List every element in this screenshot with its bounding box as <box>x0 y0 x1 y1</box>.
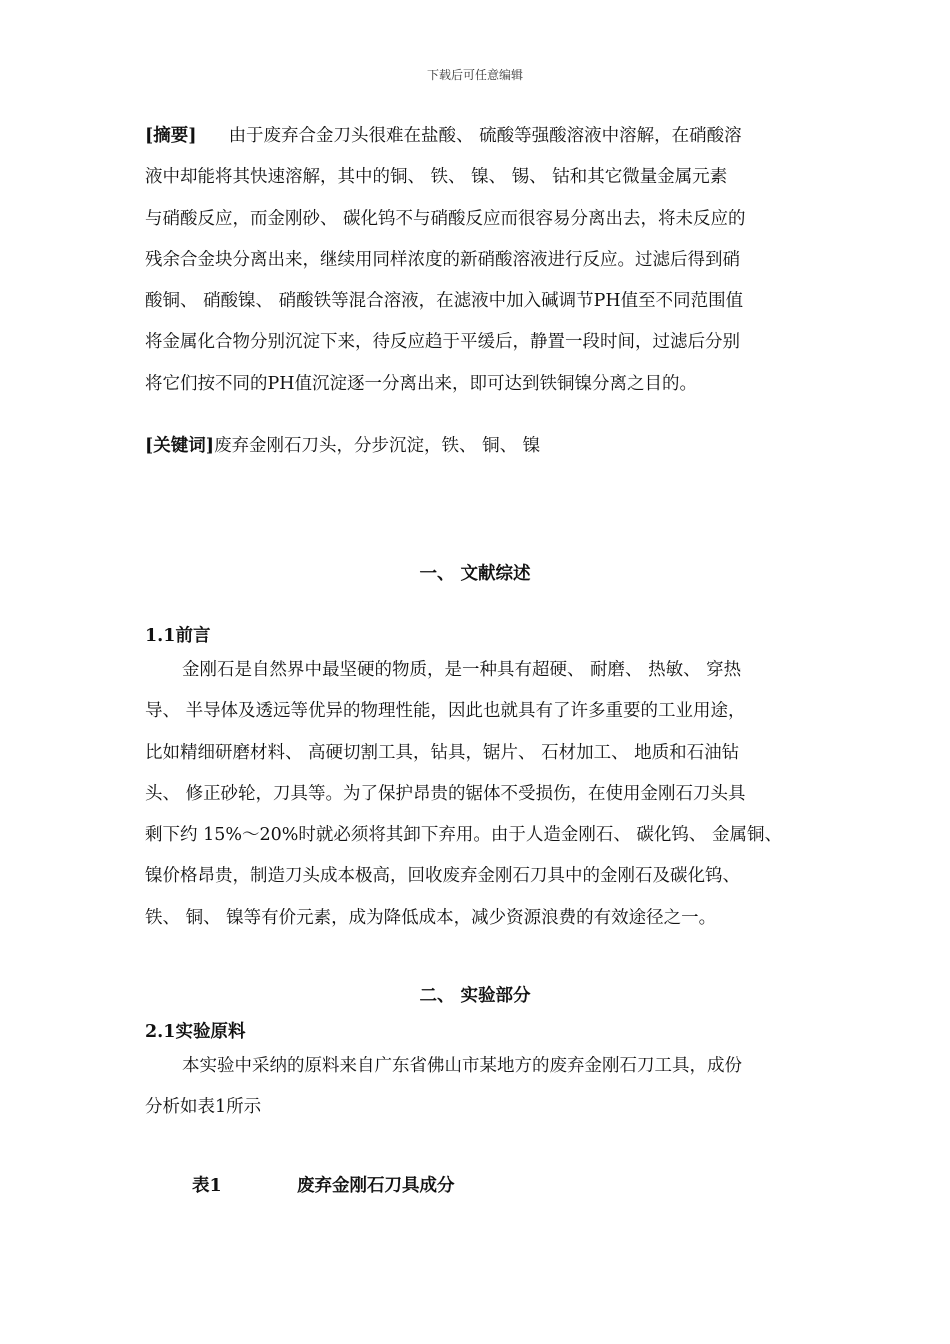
body-line: 导、 半导体及透远等优异的物理性能，因此也就具有了许多重要的工业用途， <box>145 701 746 722</box>
abstract-line: 将金属化合物分别沉淀下来，待反应趋于平缓后，静置一段时间，过滤后分别 <box>145 332 740 353</box>
abstract-line: 与硝酸反应，而金刚砂、 碳化钨不与硝酸反应而很容易分离出去，将未反应的 <box>145 208 746 229</box>
abstract-label: [摘要] <box>145 126 197 146</box>
section2-title: 二、 实验部分 <box>419 986 531 1006</box>
body-line: 铁、 铜、 镍等有价元素，成为降低成本，减少资源浪费的有效途径之一。 <box>145 907 717 928</box>
body-line: 剩下约 15%～20%时就必须将其卸下弃用。由于人造金刚石、 碳化钨、 金属铜、 <box>145 825 782 846</box>
body-line: 镍价格昂贵，制造刀头成本极高，回收废弃金刚石刀具中的金刚石及碳化钨、 <box>145 866 740 887</box>
keywords <box>145 426 820 467</box>
abstract-line: 将它们按不同的PH值沉淀逐一分离出来，即可达到铁铜镍分离之目的。 <box>145 373 698 394</box>
body-line: 金刚石是自然界中最坚硬的物质，是一种具有超硬、 耐磨、 热敏、 穿热 <box>182 660 742 680</box>
body-line: 分析如表1所示 <box>145 1097 262 1118</box>
section1-body <box>145 650 820 939</box>
section1-subsection-heading: 1.1前言 <box>145 626 211 646</box>
abstract-line: 酸铜、 硝酸镍、 硝酸铁等混合溶液，在滤液中加入碱调节PH值至不同范围值 <box>145 291 744 312</box>
abstract-line: [摘要] 由于废弃合金刀头很难在盐酸、 硫酸等强酸溶液中溶解，在硝酸溶 <box>145 126 742 146</box>
body-line: 头、 修正砂轮，刀具等。为了保护昂贵的锯体不受损伤，在使用金刚石刀头具 <box>145 783 746 804</box>
section2-subsection-heading: 2.1实验原料 <box>145 1022 246 1042</box>
section1-title: 一、 文献综述 <box>419 564 531 584</box>
body-line: 比如精细研磨材料、 高硬切割工具，钻具，锯片、 石材加工、 地质和石油钻 <box>145 742 740 763</box>
abstract-line: 液中却能将其快速溶解，其中的铜、 铁、 镍、 锡、 钴和其它微量金属元素 <box>145 167 728 188</box>
table1-title: 废弃金刚石刀具成分 <box>297 1176 455 1196</box>
keywords-label: [关键词] <box>145 436 215 456</box>
abstract <box>145 116 820 405</box>
page-header: 下载后可任意编辑 <box>426 68 523 82</box>
table1-label: 表1 <box>192 1176 222 1196</box>
section2-body <box>145 1046 820 1129</box>
body-line: 本实验中采纳的原料来自广东省佛山市某地方的废弃金刚石刀工具，成份 <box>182 1056 742 1076</box>
keywords-text: 废弃金刚石刀头，分步沉淀，铁、 铜、 镍 <box>214 436 541 456</box>
abstract-line: 残余合金块分离出来，继续用同样浓度的新硝酸溶液进行反应。过滤后得到硝 <box>145 249 740 270</box>
